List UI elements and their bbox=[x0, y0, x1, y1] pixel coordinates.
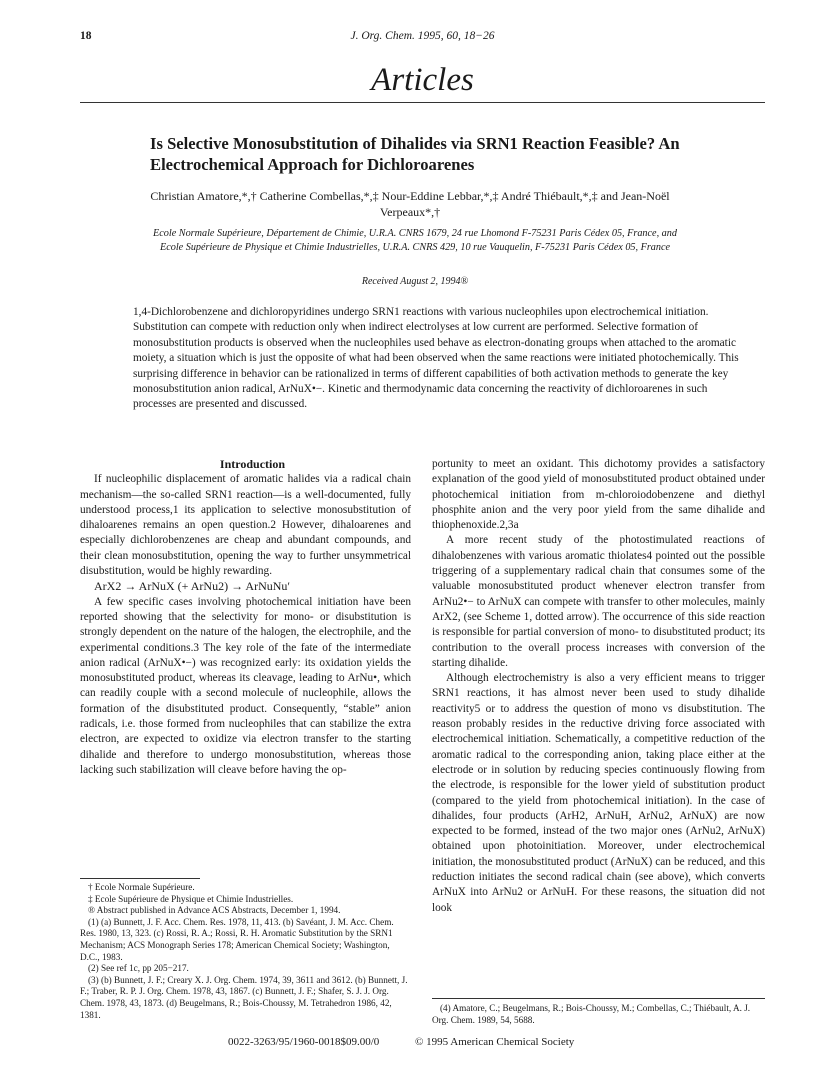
section-heading: Articles bbox=[371, 62, 474, 98]
abstract: 1,4-Dichlorobenzene and dichloropyridines undergo SRN1 reactions with various nucleophiles upon electrochemical initiation. Substitution can compete with reduction only when indirect electrolyses at low current are performed. Selective formation of monosubstitution products is observed when the nucleophiles used behave as electron-donating groups when attached to the aromatic moiety, a situation which is just the opposite of what had been observed when the same reactions were initiated photochemically. This surprising difference in behavior can be rationalized in terms of different capabilities of both activation methods to generate the key monosubstitution anion radical, ArNuX•−. Kinetic and thermodynamic data concerning the reactivity of dichloroarenes in such processes are presented and discussed. bbox=[133, 306, 739, 411]
right-column bbox=[432, 457, 765, 916]
affiliation: Ecole Normale Supérieure, Département de Chimie, U.R.A. CNRS 1679, 24 rue Lhomond F-75231 Paris Cédex 05, France, and Ecole Supérieure de Physique et Chimie Industrielles, U.R.A. CNRS 429, 10 rue Vauquelin, F-75231 Paris Cédex 05, France bbox=[153, 228, 677, 253]
footnote: (1) (a) Bunnett, J. F. Acc. Chem. Res. 1978, 11, 413. (b) Savéant, J. M. Acc. Chem. Res. 1980, 13, 323. (c) Rossi, R. A.; Rossi, R. H. Aromatic Substitution by the SRN1 Mechanism; ACS Monograph Series 178; American Chemical Society; Washington, D.C., 1983. bbox=[80, 916, 394, 962]
footnote: (2) See ref 1c, pp 205−217. bbox=[88, 963, 189, 974]
paragraph: A few specific cases involving photochemical initiation have been reported showing that the selectivity for mono- or disubstitution is strongly dependent on the nature of the halogen, the electrophile, and the experimental conditions.3 The key role of the fate of the intermediate anion radical (ArNuX•−) was recognized early: its oxidation yields the monosubstituted product, whereas its cleavage, leading to ArNu•, which can readily couple with a second molecule of nucleophile, allows the formation of the disubstituted product. Consequently, “stable” anion radicals, i.e. those formed from nucleophiles that can stabilize the extra electron, are expected to oxidize via electron transfer to the starting dihalide and therefore to undergo monosubstitution, whereas those lacking such stabilization will cleave before having the op- bbox=[80, 595, 411, 776]
article-code: 0022-3263/95/1960-0018$09.00/0 bbox=[228, 1036, 380, 1048]
footnote-rule bbox=[80, 878, 200, 879]
paragraph: A more recent study of the photostimulated reactions of dihalobenzenes with various aromatic thiolates4 pointed out the possible triggering of a supplementary radical chain that consumes some of the valuable monosubstituted product whenever electron transfer from ArNu2•− to ArNuX can compete with transfer to other molecules, mainly ArX2, (see Scheme 1, dotted arrow). The occurrence of this side reaction is responsible for partial conversion of mono- to disubstituted product; its contribution to the overall process increases with conversion of the starting dihalide. bbox=[432, 534, 765, 669]
page-number: 18 bbox=[80, 30, 92, 42]
received-date: Received August 2, 1994® bbox=[361, 276, 469, 287]
author-list: Christian Amatore,*,† Catherine Combellas,*,‡ Nour-Eddine Lebbar,*,‡ André Thiébault,*,‡ and Jean-Noël Verpeaux*,† bbox=[150, 189, 670, 219]
footnote: (3) (b) Bunnett, J. F.; Creary X. J. Org. Chem. 1974, 39, 3611 and 3612. (b) Bunnett, J. F.; Traber, R. P. J. Org. Chem. 1978, 43, 1867. (c) Bunnett, J. F.; Shafer, S. J. J. Org. Chem. 1978, 43, 1873. (d) Beugelmans, R.; Bois-Choussy, M. Tetrahedron 1986, 42, 1381. bbox=[80, 974, 408, 1020]
paragraph: portunity to meet an oxidant. This dichotomy provides a satisfactory explanation of the good yield of monosubstituted product obtained under photochemical initiation from m-chloroiodobenzene and diethyl phosphite anion and the very poor yield from the same dihalide and thiophenoxide.2,3a bbox=[432, 458, 765, 532]
paragraph: If nucleophilic displacement of aromatic halides via a radical chain mechanism—the so-called SRN1 reaction—is a well-documented, fully understood process,1 its application to selective monosubstitution of dihaloarenes remains an open question.2 However, dihaloarenes and especially dichlorobenzenes are cheap and abundant compounds, and their clean monosubstitution, opening the way to further unsymmetrical disubstitution, would be highly rewarding. bbox=[80, 473, 411, 578]
left-column bbox=[80, 457, 411, 778]
article-title: Is Selective Monosubstitution of Dihalides via SRN1 Reaction Feasible? An Electrochemical Approach for Dichloroarenes bbox=[150, 134, 680, 174]
header-rule bbox=[80, 102, 765, 103]
footnotes-left bbox=[80, 882, 411, 1021]
footnote: ‡ Ecole Supérieure de Physique et Chimie Industrielles. bbox=[88, 893, 294, 904]
running-header bbox=[80, 30, 765, 46]
footnote: ® Abstract published in Advance ACS Abstracts, December 1, 1994. bbox=[88, 905, 341, 916]
paragraph: Although electrochemistry is also a very efficient means to trigger SRN1 reactions, it has almost never been used to study dihalide reactivity5 or to address the question of mono vs disubstitution. The reason probably resides in the reductive driving force associated with electrochemical initiation. Schematically, a competitive reduction of the aromatic radical to the corresponding anion, taking place either at the electrode or in solution by reducing species continuously flowing from the electrode, is responsible for the lower yield of substitution product (compared to the yield from photochemical initiation). In the case of dihalides, four products (ArH2, ArNuH, ArNu2, ArNuX) are now expected to be formed, instead of the two major ones (ArNu2, ArNuX) obtained upon photoinitiation. Moreover, under electrochemical initiation, the monosubstituted product (ArNuX) can be reduced, and this reduction initiates the second radical chain (see above), which converts ArNuX into ArNu2 or ArNuH. For these reasons, the situation did not look bbox=[432, 672, 765, 914]
footnote: † Ecole Normale Supérieure. bbox=[88, 882, 195, 892]
footnotes-right bbox=[432, 1003, 765, 1026]
journal-citation: J. Org. Chem. 1995, 60, 18−26 bbox=[350, 30, 495, 42]
introduction-heading: Introduction bbox=[219, 457, 286, 471]
reaction-equation: ArX2 → ArNuX (+ ArNu2) → ArNuNu′ bbox=[94, 579, 291, 594]
footnote: (4) Amatore, C.; Beugelmans, R.; Bois-Choussy, M.; Combellas, C.; Thiébault, A. J. Org. Chem. 1989, 54, 5688. bbox=[432, 1003, 751, 1025]
footnote-rule bbox=[432, 998, 765, 999]
copyright: © 1995 American Chemical Society bbox=[415, 1036, 575, 1048]
